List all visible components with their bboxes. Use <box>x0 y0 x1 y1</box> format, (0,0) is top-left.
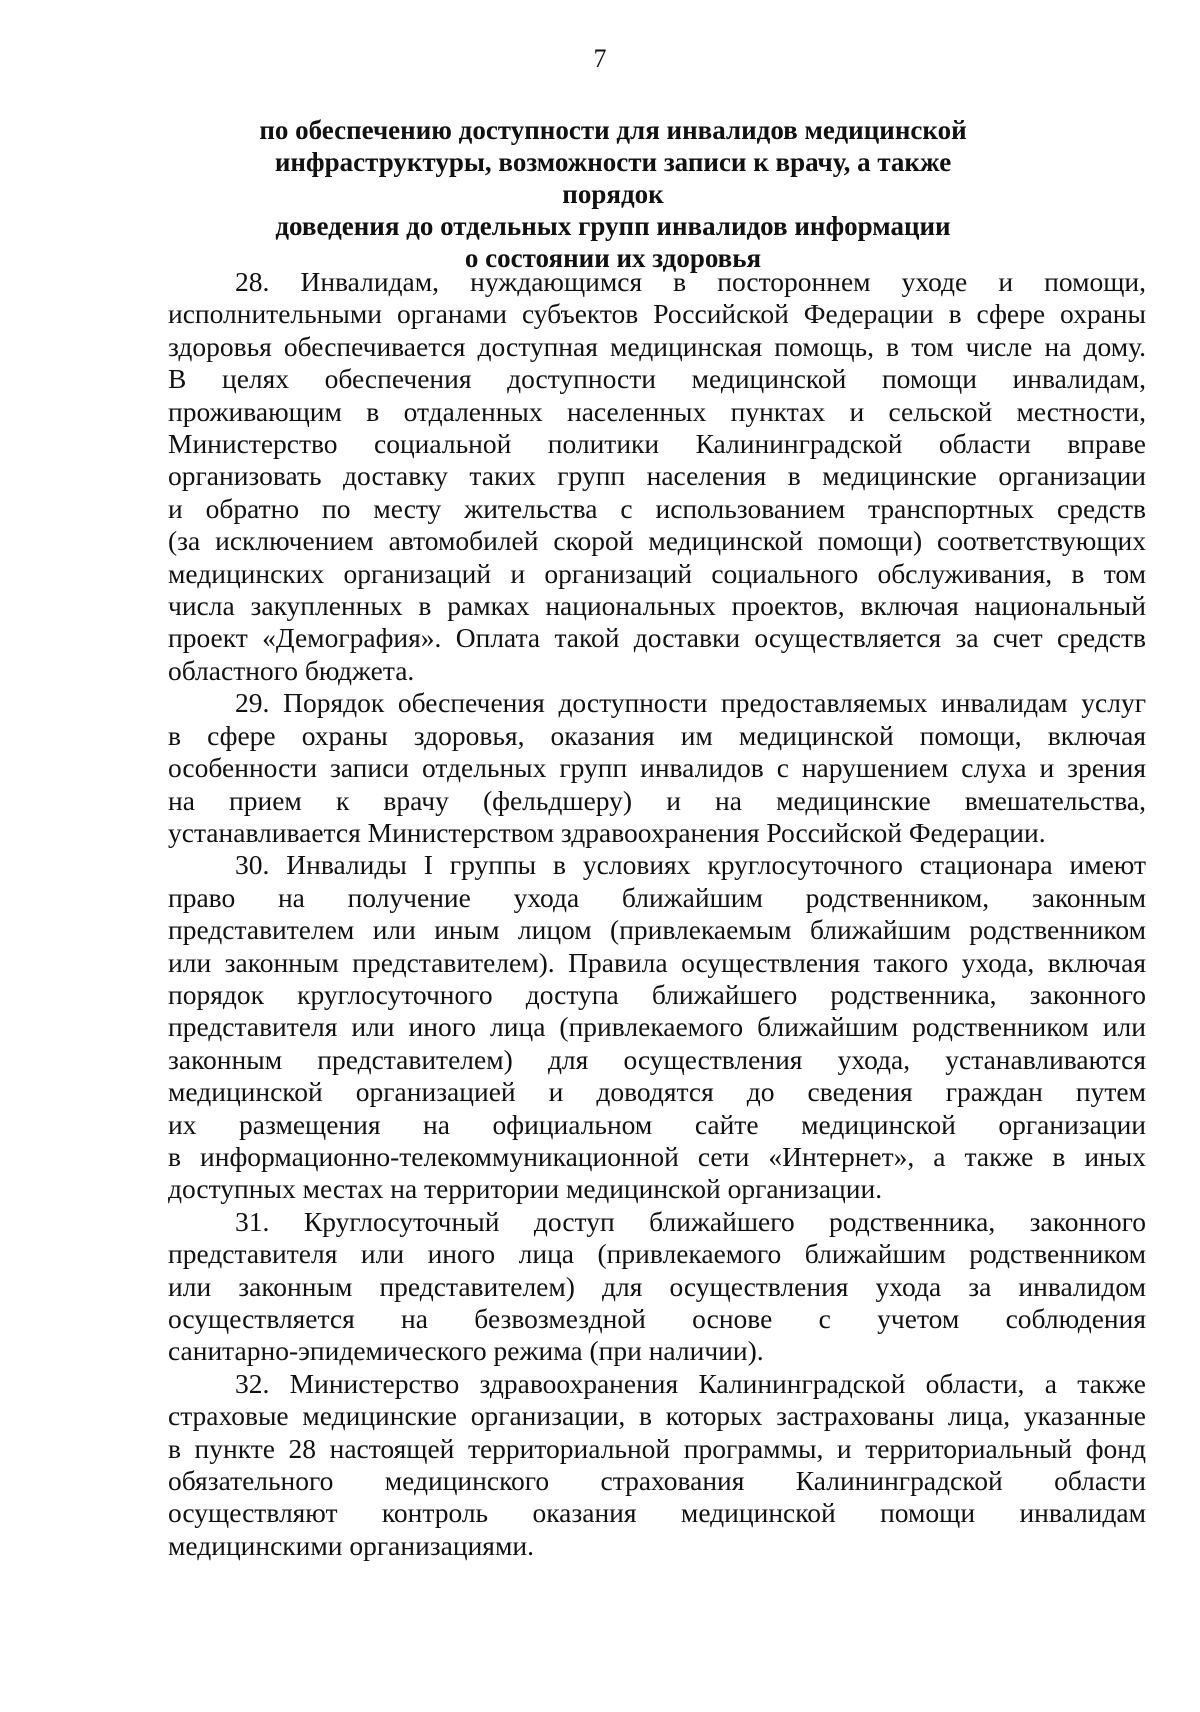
text-line: 32. Министерство здравоохранения Калининградской области, а также <box>235 1367 1146 1399</box>
body-text <box>168 266 1146 1562</box>
text-line: и обратно по месту жительства с использованием транспортных средств <box>168 492 1146 524</box>
heading-line: о состоянии их здоровья <box>464 243 762 273</box>
text-line: медицинскими организациями. <box>168 1529 534 1561</box>
section-heading <box>240 114 986 274</box>
paragraph-31 <box>168 1206 1146 1368</box>
paragraph-29 <box>168 687 1146 849</box>
text-line: представителя или иного лица (привлекаемого ближайшим родственником или <box>168 1011 1146 1043</box>
text-line: устанавливается Министерством здравоохранения Российской Федерации. <box>168 816 1046 848</box>
text-line: организовать доставку таких групп населения в медицинские организации <box>168 460 1146 492</box>
text-line: здоровья обеспечивается доступная медицинская помощь, в том числе на дому. <box>168 330 1146 362</box>
text-line: порядок круглосуточного доступа ближайшего родственника, законного <box>168 978 1146 1010</box>
paragraph-28 <box>168 266 1146 687</box>
text-line: медицинских организаций и организаций социального обслуживания, в том <box>168 557 1146 589</box>
text-line: или законным представителем). Правила осуществления такого ухода, включая <box>168 946 1146 978</box>
heading-line: доведения до отдельных групп инвалидов информации <box>275 211 951 241</box>
paragraph-30 <box>168 849 1146 1205</box>
text-line: представителя или иного лица (привлекаемого ближайшим родственником <box>168 1238 1146 1270</box>
text-line: особенности записи отдельных групп инвалидов с нарушением слуха и зрения <box>168 752 1146 784</box>
text-line: 28. Инвалидам, нуждающимся в постороннем уходе и помощи, <box>235 266 1146 297</box>
heading-line: инфраструктуры, возможности записи к врачу, а также порядок <box>274 147 952 209</box>
text-line: законным представителем) для осуществления ухода, устанавливаются <box>168 1043 1146 1075</box>
text-line: в информационно-телекоммуникационной сети «Интернет», а также в иных <box>168 1140 1146 1172</box>
text-line: медицинской организацией и доводятся до сведения граждан путем <box>168 1076 1146 1108</box>
text-line: (за исключением автомобилей скорой медицинской помощи) соответствующих <box>168 525 1146 557</box>
text-line: числа закупленных в рамках национальных проектов, включая национальный <box>168 590 1146 622</box>
text-line: на прием к врачу (фельдшеру) и на медицинские вмешательства, <box>168 784 1146 816</box>
paragraph-32 <box>168 1368 1146 1562</box>
text-line: 31. Круглосуточный доступ ближайшего родственника, законного <box>235 1205 1146 1237</box>
text-line: их размещения на официальном сайте медицинской организации <box>168 1108 1146 1140</box>
text-line: осуществляется на безвозмездной основе с учетом соблюдения <box>168 1303 1146 1334</box>
text-line: доступных местах на территории медицинской организации. <box>168 1173 883 1205</box>
text-line: В целях обеспечения доступности медицинской помощи инвалидам, <box>168 363 1146 395</box>
text-line: Министерство социальной политики Калининградской области вправе <box>168 428 1146 460</box>
text-line: представителем или иным лицом (привлекаемым ближайшим родственником <box>168 914 1146 946</box>
text-line: исполнительными органами субъектов Российской Федерации в сфере охраны <box>168 298 1146 330</box>
page-number: 7 <box>593 44 607 73</box>
text-line: право на получение ухода ближайшим родственником, законным <box>168 881 1146 913</box>
text-line: в сфере охраны здоровья, оказания им медицинской помощи, включая <box>168 719 1146 751</box>
heading-line: по обеспечению доступности для инвалидов медицинской <box>259 115 967 145</box>
text-line: или законным представителем) для осуществления ухода за инвалидом <box>168 1270 1146 1302</box>
text-line: осуществляют контроль оказания медицинской помощи инвалидам <box>168 1497 1146 1529</box>
text-line: проект «Демография». Оплата такой доставки осуществляется за счет средств <box>168 622 1146 654</box>
text-line: в пункте 28 настоящей территориальной программы, и территориальный фонд <box>168 1432 1146 1464</box>
text-line: 29. Порядок обеспечения доступности предоставляемых инвалидам услуг <box>235 687 1146 719</box>
text-line: 30. Инвалиды I группы в условиях круглосуточного стационара имеют <box>235 849 1146 881</box>
text-line: страховые медицинские организации, в которых застрахованы лица, указанные <box>168 1400 1146 1432</box>
text-line: санитарно-эпидемического режима (при наличии). <box>168 1335 764 1367</box>
text-line: проживающим в отдаленных населенных пунктах и сельской местности, <box>168 395 1146 427</box>
text-line: обязательного медицинского страхования Калининградской области <box>168 1465 1146 1497</box>
text-line: областного бюджета. <box>168 654 415 686</box>
